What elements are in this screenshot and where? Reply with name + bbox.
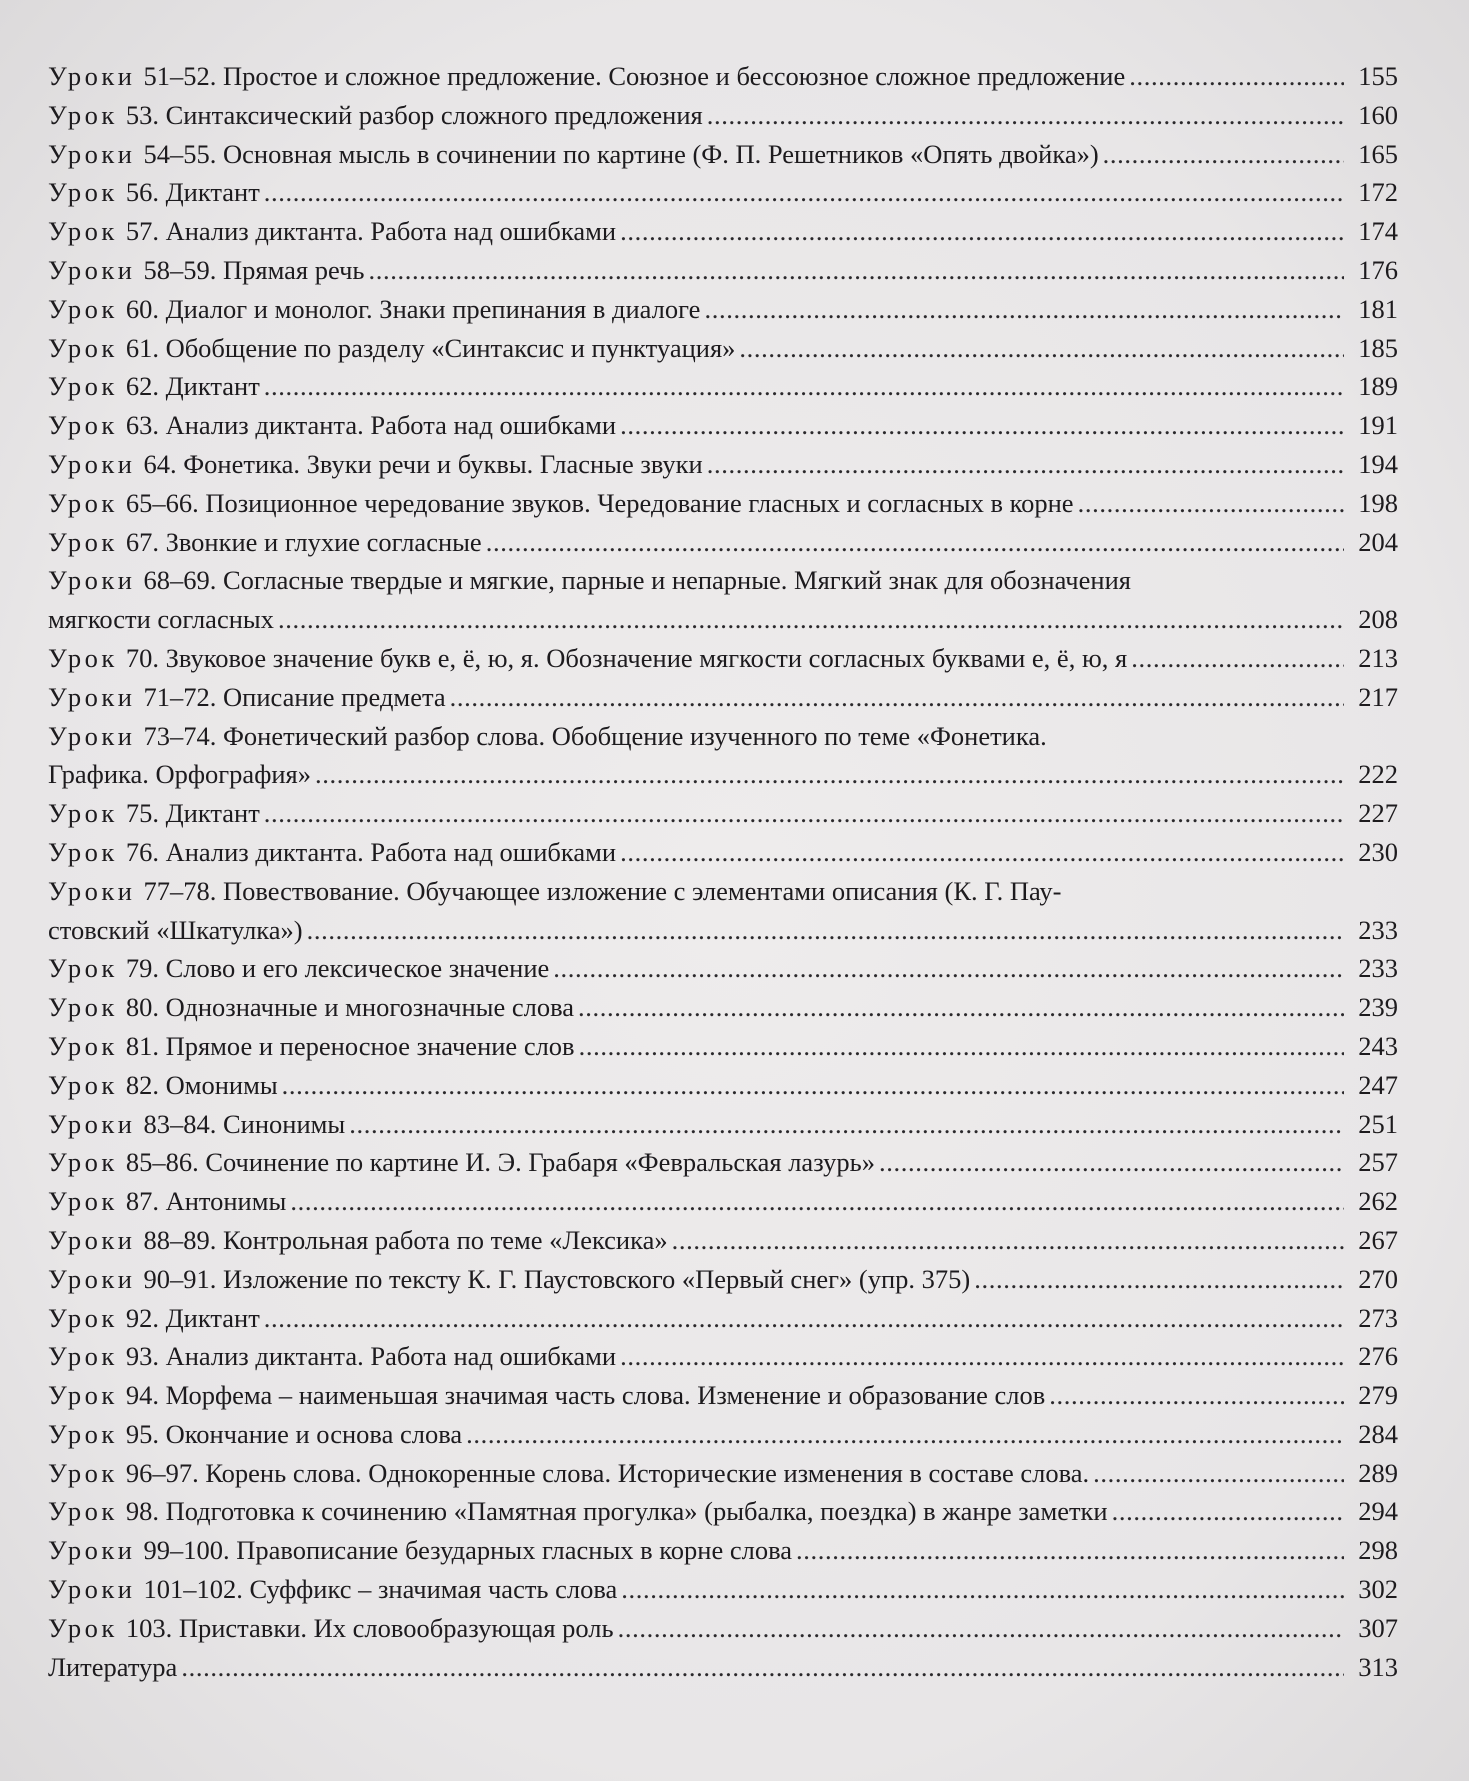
toc-entry-page: 176 — [1358, 254, 1398, 285]
toc-entry — [48, 445, 1398, 484]
toc-entry — [48, 988, 1398, 1027]
toc-entry-title: 83–84. Синонимы — [143, 1108, 346, 1139]
toc-entry-label: Уроки — [48, 61, 136, 91]
toc-entry-page: 270 — [1358, 1263, 1398, 1294]
toc-entry — [48, 872, 1398, 950]
toc-entry-title: 92. Диктант — [125, 1302, 260, 1333]
toc-entry-label: Уроки — [48, 448, 136, 479]
toc-entry-page: 191 — [1358, 410, 1398, 441]
toc-entry — [48, 639, 1398, 678]
toc-entry-label: Урок — [48, 1302, 118, 1333]
toc-entry-title: 95. Окончание и основа слова — [125, 1418, 463, 1449]
toc-entry-title: 98. Подготовка к сочинению «Памятная прогулка» (рыбалка, поездка) в жанре заметки — [125, 1496, 1108, 1527]
toc-entry-label: Уроки — [48, 720, 136, 751]
toc-entry-label: Урок — [48, 1147, 118, 1178]
dot-leader — [707, 445, 1344, 484]
toc-entry-first-line — [48, 872, 1398, 911]
toc-entry-label: Урок — [48, 371, 118, 402]
toc-entry-page: 257 — [1358, 1147, 1398, 1178]
dot-leader — [1103, 135, 1344, 174]
toc-entry-page: 181 — [1358, 293, 1398, 324]
toc-entry-title: 93. Анализ диктанта. Работа над ошибками — [125, 1341, 617, 1372]
toc-entry-page: 165 — [1358, 138, 1398, 169]
toc-entry-title: 81. Прямое и переносное значение слов — [125, 1030, 575, 1061]
toc-entry-page: 233 — [1358, 953, 1398, 984]
toc-entry — [48, 406, 1398, 445]
toc-entry-page: 174 — [1358, 216, 1398, 247]
toc-entry-label: Урок — [48, 642, 118, 673]
dot-leader — [369, 251, 1344, 290]
toc-entry-label: Урок — [48, 410, 118, 441]
dot-leader — [620, 833, 1344, 872]
toc-entry-label: Урок — [48, 1380, 118, 1411]
dot-leader — [1078, 484, 1344, 523]
toc-entry-title: 80. Однозначные и многозначные слова — [125, 992, 574, 1023]
toc-entry — [48, 1221, 1398, 1260]
dot-leader — [264, 1299, 1344, 1338]
toc-entry-title: 90–91. Изложение по тексту К. Г. Паустовского «Первый снег» (упр. 375) — [143, 1263, 971, 1294]
dot-leader — [290, 1182, 1344, 1221]
toc-entry — [48, 833, 1398, 872]
toc-entry — [48, 1648, 1398, 1687]
dot-leader — [621, 1570, 1344, 1609]
toc-entry-title: 65–66. Позиционное чередование звуков. Чередование гласных и согласных в корне — [125, 487, 1074, 518]
toc-entry-label: Уроки — [48, 1263, 136, 1294]
toc-entry-page: 227 — [1358, 798, 1398, 829]
toc-entry-page: 307 — [1358, 1612, 1398, 1643]
toc-entry-title: 56. Диктант — [125, 177, 260, 208]
toc-entry — [48, 794, 1398, 833]
toc-entry-page: 217 — [1358, 681, 1398, 712]
toc-entry-page: 298 — [1358, 1535, 1398, 1566]
toc-entry-label: Урок — [48, 1418, 118, 1449]
toc-entry — [48, 1337, 1398, 1376]
dot-leader — [704, 290, 1344, 329]
toc-entry — [48, 1415, 1398, 1454]
toc-entry-label: Урок — [48, 836, 118, 867]
dot-leader — [796, 1531, 1344, 1570]
toc-entry-label: Уроки — [48, 1224, 136, 1255]
toc-entry-label: Урок — [48, 1457, 118, 1488]
dot-leader — [579, 1027, 1344, 1066]
toc-entry-page: 313 — [1358, 1651, 1398, 1682]
toc-entry-page: 185 — [1358, 332, 1398, 363]
toc-entry-page: 284 — [1358, 1418, 1398, 1449]
dot-leader — [282, 1066, 1344, 1105]
toc-entry-label: Урок — [48, 332, 118, 363]
toc-entry-title: 71–72. Описание предмета — [143, 681, 446, 712]
table-of-contents — [48, 57, 1398, 1686]
toc-entry-label: Урок — [48, 1069, 118, 1100]
dot-leader — [620, 406, 1344, 445]
toc-entry-label: Уроки — [48, 254, 136, 285]
dot-leader — [974, 1260, 1344, 1299]
dot-leader — [1131, 639, 1344, 678]
dot-leader — [307, 911, 1344, 950]
toc-entry — [48, 1570, 1398, 1609]
dot-leader — [450, 678, 1344, 717]
toc-entry-label: Уроки — [48, 1535, 136, 1566]
toc-entry-label: Урок — [48, 216, 118, 247]
toc-entry — [48, 949, 1398, 988]
toc-entry-title: 76. Анализ диктанта. Работа над ошибками — [125, 836, 617, 867]
dot-leader — [278, 600, 1344, 639]
toc-entry-label: Уроки — [48, 1108, 136, 1139]
toc-entry-title: Литература — [48, 1651, 178, 1682]
toc-entry-title-continued: Графика. Орфография» — [48, 759, 311, 790]
dot-leader — [618, 1609, 1344, 1648]
toc-entry-page: 239 — [1358, 992, 1398, 1023]
dot-leader — [1049, 1376, 1344, 1415]
toc-entry-title: 75. Диктант — [125, 798, 260, 829]
toc-entry — [48, 484, 1398, 523]
toc-entry-title: 62. Диктант — [125, 371, 260, 402]
toc-entry-title: 85–86. Сочинение по картине И. Э. Грабаря «Февральская лазурь» — [125, 1147, 875, 1178]
toc-entry-label: Урок — [48, 992, 118, 1023]
toc-entry-title: 63. Анализ диктанта. Работа над ошибками — [125, 410, 617, 441]
toc-entry-label: Урок — [48, 1186, 118, 1217]
toc-entry — [48, 1454, 1398, 1493]
toc-entry-page: 276 — [1358, 1341, 1398, 1372]
toc-entry-title: 51–52. Простое и сложное предложение. Союзное и бессоюзное сложное предложение — [143, 61, 1126, 91]
toc-entry-title-continued: мягкости согласных — [48, 604, 274, 635]
toc-entry — [48, 1609, 1398, 1648]
toc-entry-page: 247 — [1358, 1069, 1398, 1100]
toc-entry — [48, 1143, 1398, 1182]
toc-entry-title: 64. Фонетика. Звуки речи и буквы. Гласные звуки — [143, 448, 703, 479]
toc-entry — [48, 1531, 1398, 1570]
toc-entry-title: 99–100. Правописание безударных гласных в корне слова — [143, 1535, 793, 1566]
dot-leader — [264, 794, 1344, 833]
toc-entry-page: 243 — [1358, 1030, 1398, 1061]
toc-entry-page: 189 — [1358, 371, 1398, 402]
toc-entry-page: 279 — [1358, 1380, 1398, 1411]
toc-entry-title: 73–74. Фонетический разбор слова. Обобщение изученного по теме «Фонетика. — [143, 720, 1047, 751]
toc-entry-title: 58–59. Прямая речь — [143, 254, 365, 285]
dot-leader — [672, 1221, 1344, 1260]
dot-leader — [349, 1105, 1344, 1144]
toc-entry-title: 87. Антонимы — [125, 1186, 287, 1217]
toc-entry — [48, 367, 1398, 406]
toc-entry-page: 267 — [1358, 1224, 1398, 1255]
toc-entry — [48, 212, 1398, 251]
toc-entry-label: Уроки — [48, 138, 136, 169]
toc-entry-title: 70. Звуковое значение букв е, ё, ю, я. Обозначение мягкости согласных буквами е, ё, ю, я — [125, 642, 1128, 673]
toc-entry-label: Урок — [48, 953, 118, 984]
toc-entry — [48, 135, 1398, 174]
toc-entry-page: 204 — [1358, 526, 1398, 557]
toc-entry-label: Уроки — [48, 875, 136, 906]
toc-entry-label: Урок — [48, 1030, 118, 1061]
toc-entry-title: 94. Морфема – наименьшая значимая часть слова. Изменение и образование слов — [125, 1380, 1046, 1411]
toc-entry — [48, 329, 1398, 368]
toc-entry-page: 273 — [1358, 1302, 1398, 1333]
toc-entry-page: 160 — [1358, 99, 1398, 130]
dot-leader — [486, 523, 1344, 562]
toc-entry-page: 302 — [1358, 1574, 1398, 1605]
toc-entry-label: Уроки — [48, 1574, 136, 1605]
dot-leader — [620, 212, 1344, 251]
toc-entry-page: 251 — [1358, 1108, 1398, 1139]
toc-entry-label: Уроки — [48, 681, 136, 712]
toc-entry-title: 67. Звонкие и глухие согласные — [125, 526, 482, 557]
toc-entry-label: Урок — [48, 293, 118, 324]
dot-leader — [181, 1648, 1344, 1687]
toc-entry — [48, 523, 1398, 562]
toc-entry-title: 61. Обобщение по разделу «Синтаксис и пунктуация» — [125, 332, 736, 363]
toc-entry-page: 294 — [1358, 1496, 1398, 1527]
toc-entry — [48, 1066, 1398, 1105]
toc-entry — [48, 717, 1398, 795]
toc-entry-first-line — [48, 717, 1398, 756]
toc-entry — [48, 1105, 1398, 1144]
toc-entry — [48, 96, 1398, 135]
toc-entry-title: 54–55. Основная мысль в сочинении по картине (Ф. П. Решетников «Опять двойка») — [143, 138, 1099, 169]
toc-entry — [48, 1299, 1398, 1338]
dot-leader — [1093, 1454, 1344, 1493]
toc-entry — [48, 1182, 1398, 1221]
toc-entry — [48, 290, 1398, 329]
toc-entry-title: 103. Приставки. Их словообразующая роль — [125, 1612, 614, 1643]
toc-entry — [48, 57, 1398, 96]
toc-entry-page: 213 — [1358, 642, 1398, 673]
toc-entry-label: Урок — [48, 99, 118, 130]
toc-entry-title: 68–69. Согласные твердые и мягкие, парные и непарные. Мягкий знак для обозначения — [143, 565, 1131, 596]
dot-leader — [466, 1415, 1344, 1454]
toc-entry — [48, 1376, 1398, 1415]
toc-entry-title: 79. Слово и его лексическое значение — [125, 953, 550, 984]
toc-entry-title: 82. Омонимы — [125, 1069, 278, 1100]
dot-leader — [264, 173, 1344, 212]
toc-entry-label: Урок — [48, 1496, 118, 1527]
toc-entry-page: 289 — [1358, 1457, 1398, 1488]
toc-entry-label: Урок — [48, 177, 118, 208]
dot-leader — [739, 329, 1344, 368]
toc-entry-title: 88–89. Контрольная работа по теме «Лексика» — [143, 1224, 668, 1255]
toc-entry-page: 172 — [1358, 177, 1398, 208]
dot-leader — [707, 96, 1344, 135]
dot-leader — [264, 367, 1344, 406]
toc-entry-first-line — [48, 561, 1398, 600]
toc-entry-title: 96–97. Корень слова. Однокоренные слова. Исторические изменения в составе слова. — [125, 1457, 1090, 1488]
toc-entry-label: Урок — [48, 526, 118, 557]
toc-entry — [48, 1260, 1398, 1299]
toc-entry — [48, 561, 1398, 639]
dot-leader — [1112, 1492, 1344, 1531]
toc-entry-title: 53. Синтаксический разбор сложного предложения — [125, 99, 703, 130]
toc-entry-page: 230 — [1358, 836, 1398, 867]
toc-entry-page: 208 — [1358, 604, 1398, 635]
toc-entry-label: Урок — [48, 1612, 118, 1643]
toc-entry-label: Уроки — [48, 565, 136, 596]
dot-leader — [1129, 57, 1344, 96]
toc-entry — [48, 1027, 1398, 1066]
dot-leader — [315, 755, 1344, 794]
toc-entry — [48, 1492, 1398, 1531]
toc-entry-title-continued: стовский «Шкатулка») — [48, 914, 303, 945]
toc-entry-label: Урок — [48, 798, 118, 829]
dot-leader — [553, 949, 1344, 988]
toc-entry-title: 57. Анализ диктанта. Работа над ошибками — [125, 216, 617, 247]
toc-entry-title: 77–78. Повествование. Обучающее изложение с элементами описания (К. Г. Пау- — [143, 875, 1062, 906]
toc-entry — [48, 251, 1398, 290]
toc-entry-page: 262 — [1358, 1186, 1398, 1217]
toc-entry-page: 155 — [1358, 61, 1398, 91]
toc-entry-label: Урок — [48, 487, 118, 518]
toc-entry-page: 194 — [1358, 448, 1398, 479]
toc-entry-label: Урок — [48, 1341, 118, 1372]
toc-entry-page: 222 — [1358, 759, 1398, 790]
toc-entry-title: 60. Диалог и монолог. Знаки препинания в диалоге — [125, 293, 701, 324]
dot-leader — [879, 1143, 1344, 1182]
dot-leader — [578, 988, 1344, 1027]
toc-entry-title: 101–102. Суффикс – значимая часть слова — [143, 1574, 618, 1605]
toc-entry — [48, 678, 1398, 717]
toc-entry-page: 198 — [1358, 487, 1398, 518]
dot-leader — [620, 1337, 1344, 1376]
toc-entry-page: 233 — [1358, 914, 1398, 945]
toc-entry — [48, 173, 1398, 212]
